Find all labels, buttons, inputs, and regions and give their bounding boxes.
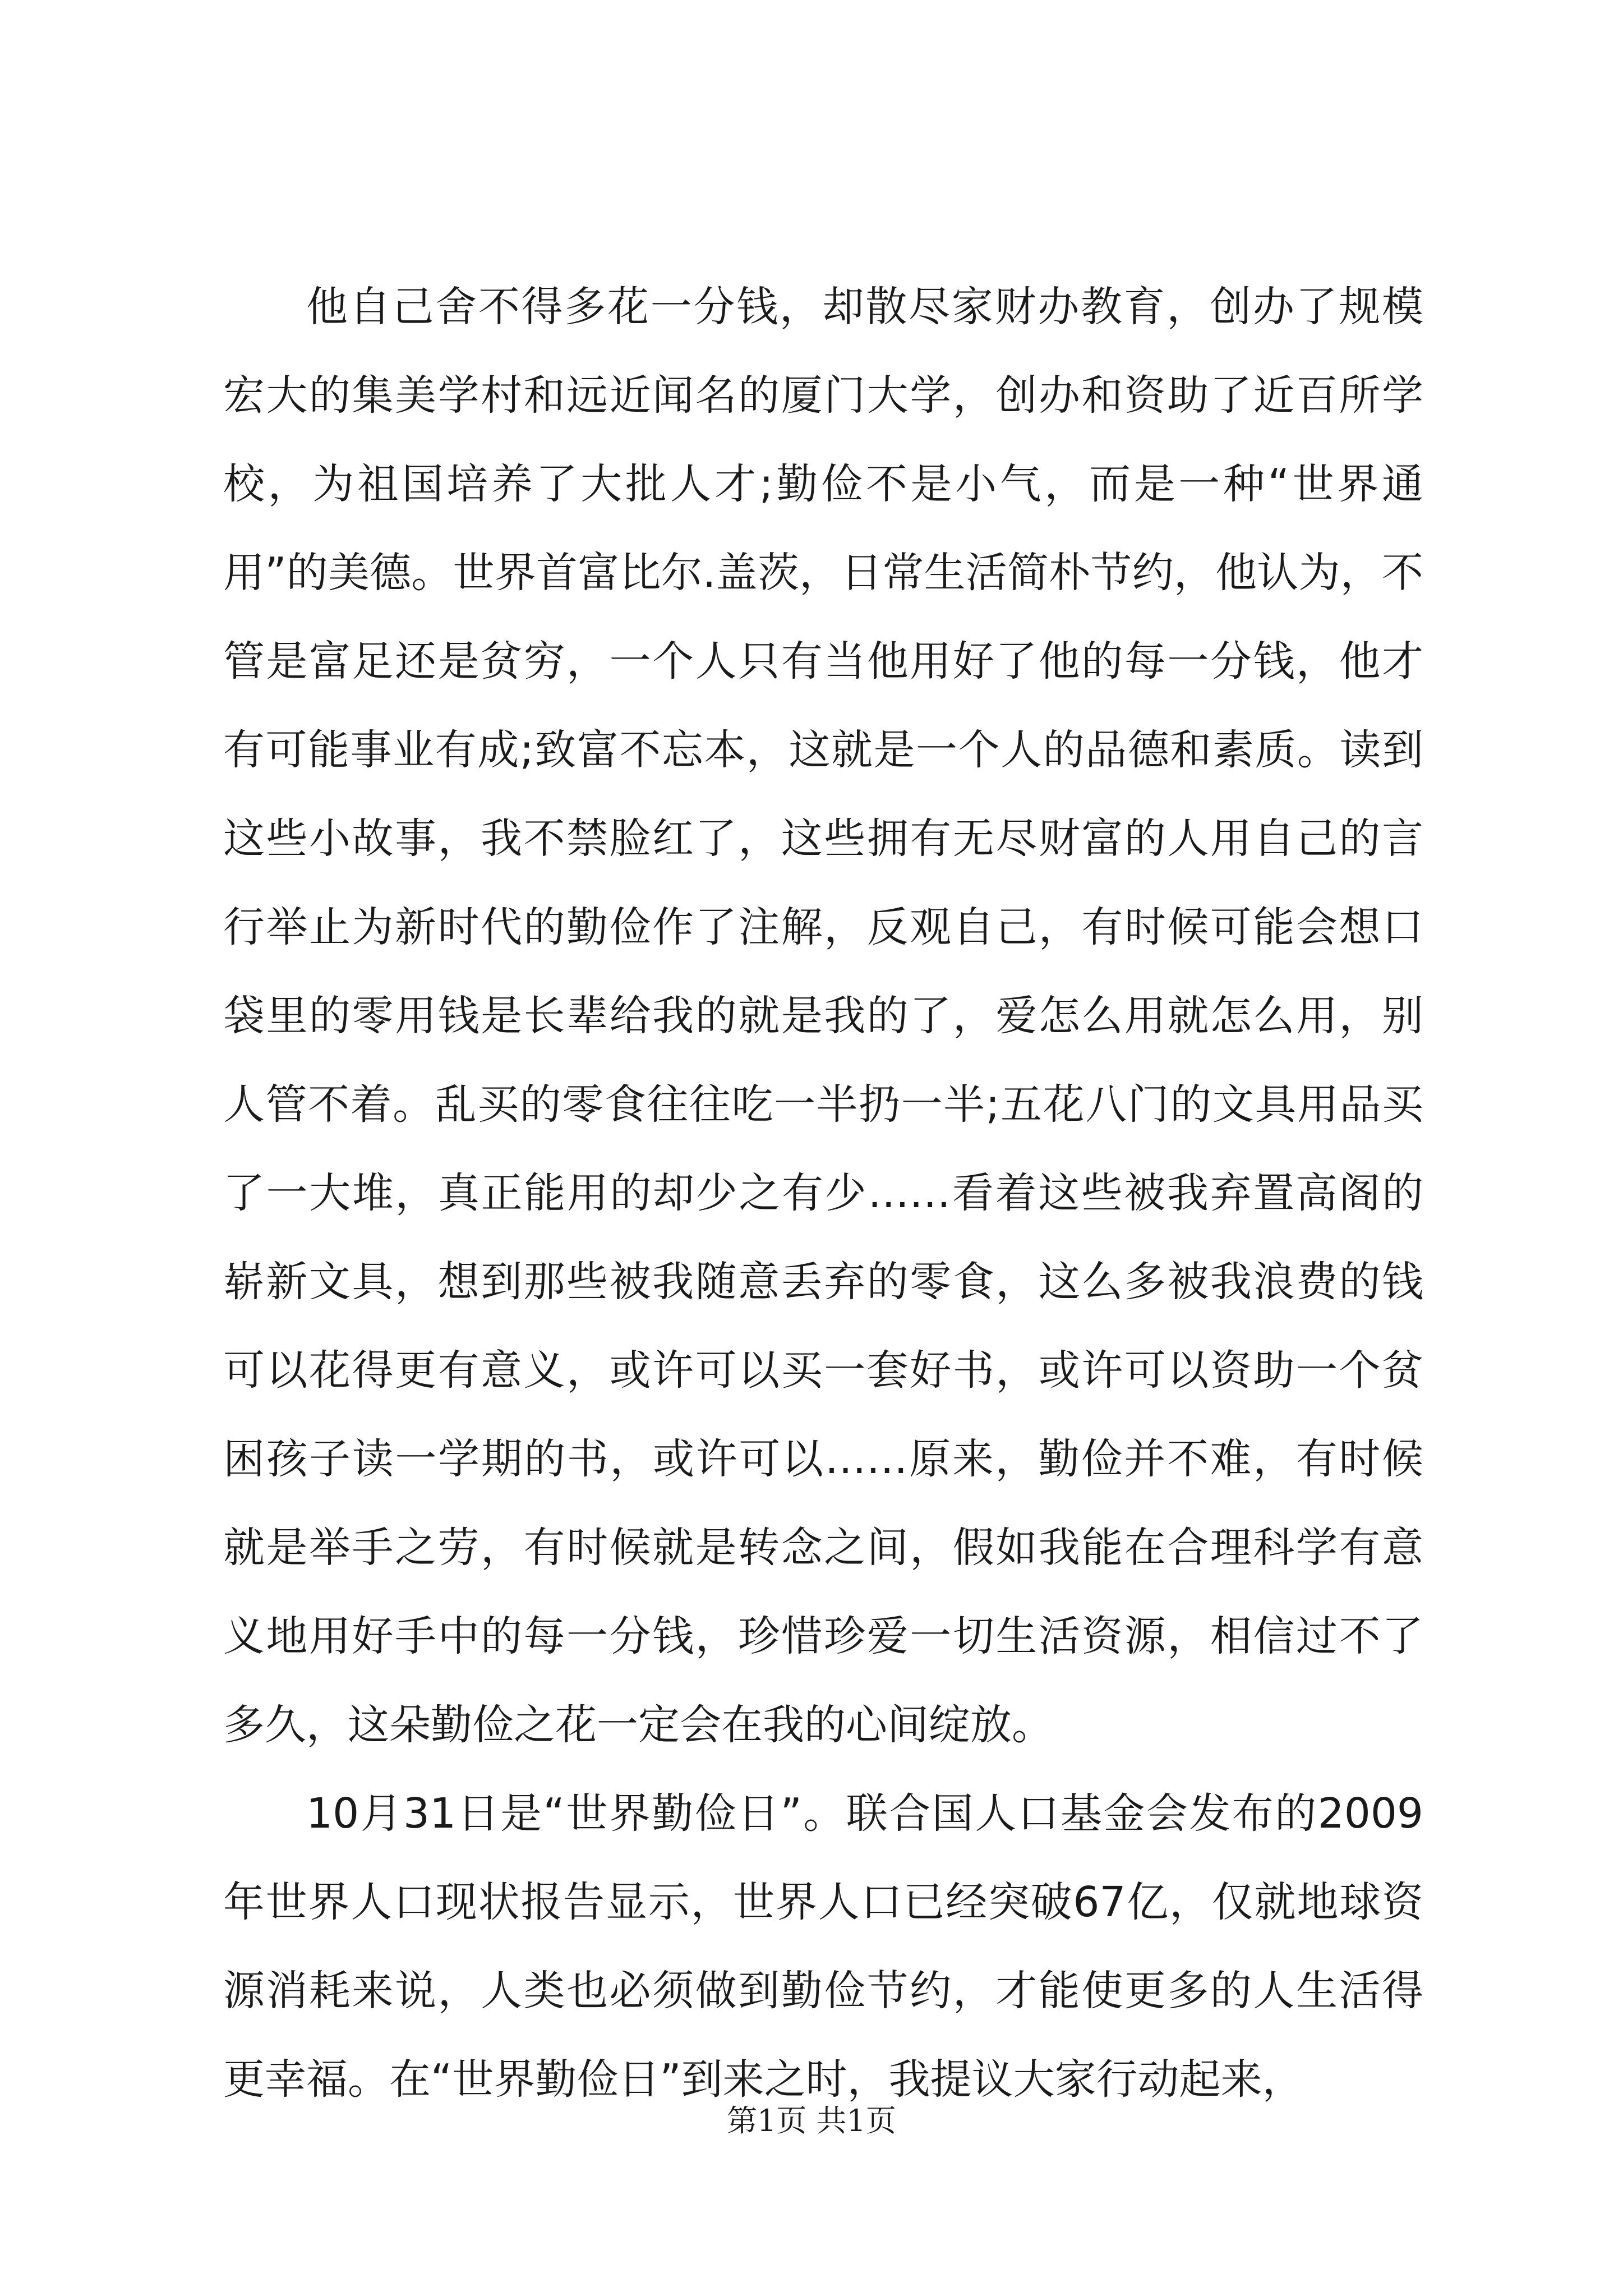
paragraph-1: 他自己舍不得多花一分钱，却散尽家财办教育，创办了规模宏大的集美学村和远近闻名的厦门大学，创办和资助了近百所学校，为祖国培养了大批人才;勤俭不是小气，而是一种“世界通用”的美德。世界首富比尔.盖茨，日常生活简朴节约，他认为，不管是富足还是贫穷，一个人只有当他用好了他的每一分钱，他才有可能事业有成;致富不忘本，这就是一个人的品德和素质。读到这些小故事，我不禁脸红了，这些拥有无尽财富的人用自己的言行举止为新时代的勤俭作了注解，反观自己，有时候可能会想口袋里的零用钱是长辈给我的就是我的了，爱怎么用就怎么用，别人管不着。乱买的零食往往吃一半扔一半;五花八门的文具用品买了一大堆，真正能用的却少之有少……看着这些被我弃置高阁的崭新文具，想到那些被我随意丢弃的零食，这么多被我浪费的钱可以花得更有意义，或许可以买一套好书，或许可以资助一个贫困孩子读一学期的书，或许可以……原来，勤俭并不难，有时候就是举手之劳，有时候就是转念之间，假如我能在合理科学有意义地用好手中的每一分钱，珍惜珍爱一切生活资源，相信过不了多久，这朵勤俭之花一定会在我的心间绽放。 <box>223 283 1423 1749</box>
paragraph-2: 10月31日是“世界勤俭日”。联合国人口基金会发布的2009年世界人口现状报告显示，世界人口已经突破67亿，仅就地球资源消耗来说，人类也必须做到勤俭节约，才能使更多的人生活得更幸福。在“世界勤俭日”到来之时，我提议大家行动起来， <box>223 1789 1423 2104</box>
document-body <box>223 263 1423 2124</box>
page-footer: 第1页 共1页 <box>727 2103 896 2138</box>
